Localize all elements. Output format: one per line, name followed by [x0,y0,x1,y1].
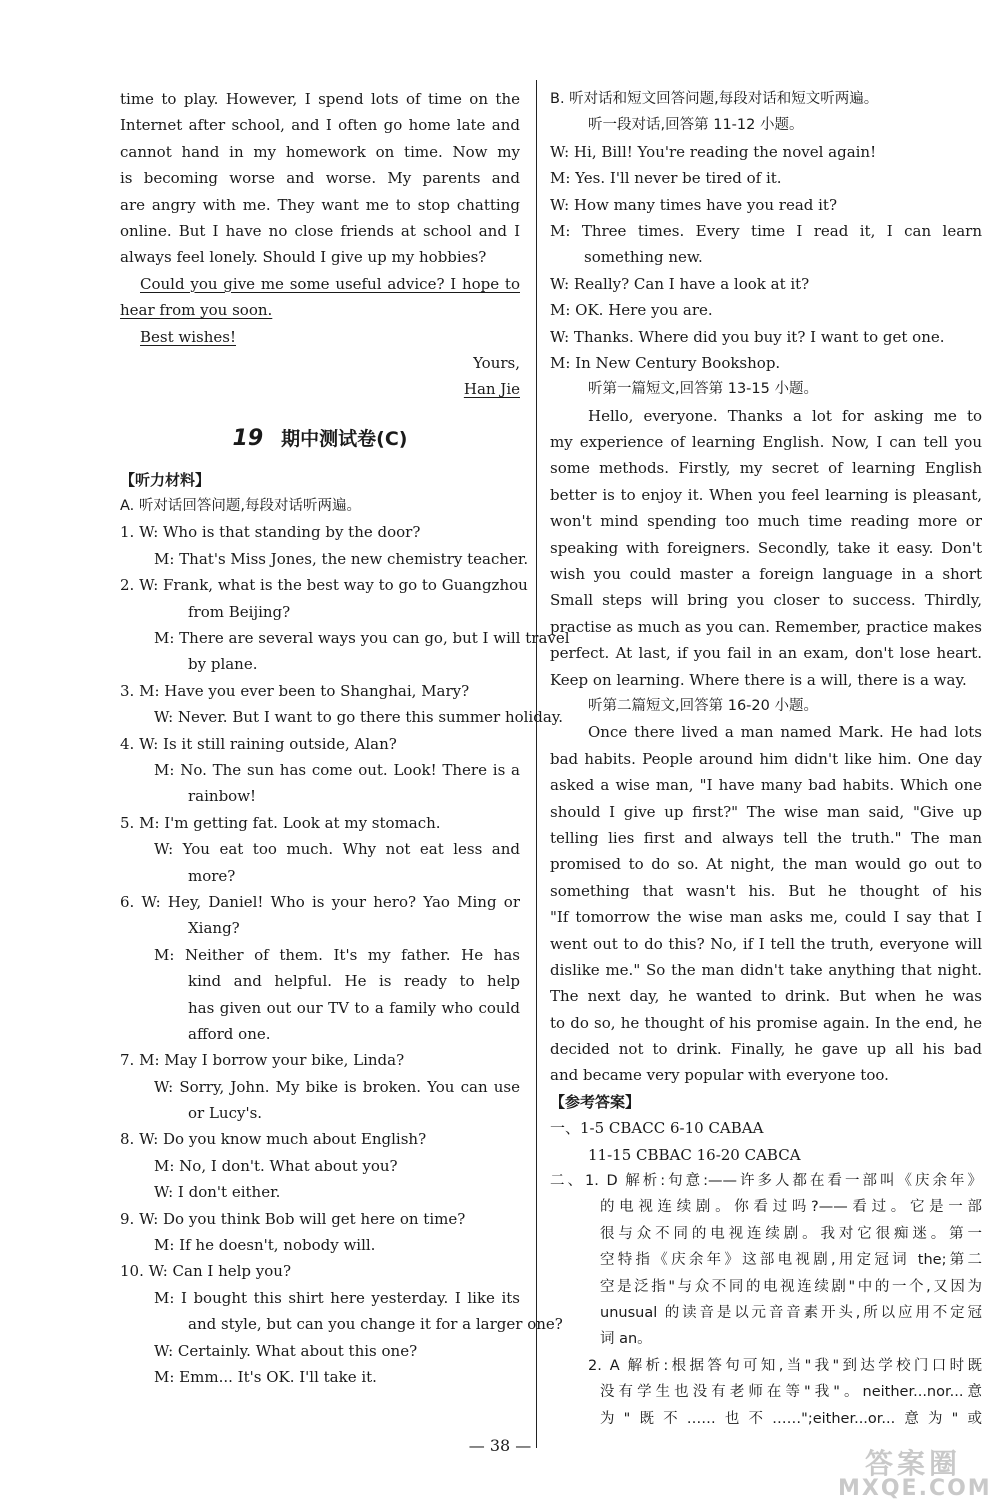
right-text-line: 听一段对话,回答第 11-12 小题。 [588,117,804,134]
dialogue-line: rainbow! [188,787,257,806]
dialogue-line: M: If he doesn't, nobody will. [154,1236,376,1255]
listening-dialogues [120,519,570,1390]
dialogue-line: afford one. [188,1024,271,1043]
right-text-line: promised to do so. At night, the man would go out to [550,855,982,874]
dialogue-line: W: Certainly. What about this one? [154,1341,418,1360]
letter-line: cannot hand in my homework on time. Now my [120,142,520,161]
page-number: — 38 — [468,1436,532,1455]
left-column [120,86,570,1390]
unit-title: 期中测试卷(C) [281,427,408,450]
right-text-line: unusual 的读音是以元音音素开头,所以应用不定冠 [600,1304,982,1321]
dialogue-line: W: Never. But I want to go there this summer holiday. [154,708,564,727]
letter-line: is becoming worse and worse. My parents and [120,169,520,188]
right-text-line: to do so, he thought of his promise again. In the end, he [550,1013,982,1032]
advice-line-1: Could you give me some useful advice? I hope to [140,274,520,293]
right-text-line: something new. [584,248,703,267]
right-text-line: my experience of learning English. Now, I can tell you [550,433,982,452]
page-title [120,411,520,467]
dialogue-line: has given out our TV to a family who could [188,998,520,1017]
letter-sign-name: Han Jie [463,380,520,399]
dialogue-line: M: That's Miss Jones, the new chemistry teacher. [154,549,529,568]
right-text-line: M: In New Century Bookshop. [550,353,781,372]
right-text-line: 的电视连续剧。你看过吗?——看过。它是一部 [600,1199,982,1216]
dialogue-line: and style, but can you change it for a larger one? [188,1315,563,1334]
letter-closing: Best wishes! [140,327,236,346]
dialogue-line: M: There are several ways you can go, but I will travel [154,629,570,648]
dialogue-line: W: You eat too much. Why not eat less and [154,840,520,859]
right-text-line: 词 an。 [600,1331,652,1348]
dialogue-line: kind and helpful. He is ready to help [188,972,520,991]
right-text-line: dislike me." So the man didn't take anything that night. [550,960,982,979]
part-a-instruction: A. 听对话回答问题,每段对话听两遍。 [120,498,361,515]
right-text-line: W: Really? Can I have a look at it? [550,274,810,293]
right-text-line: practise as much as you can. Remember, practice makes [550,617,982,636]
letter-line: time to play. However, I spend lots of time on the [120,90,520,108]
dialogue-line: M: No, I don't. What about you? [154,1156,398,1175]
dialogue-line: or Lucy's. [188,1104,263,1123]
right-text-line: The next day, he wanted to drink. But when he was [550,987,982,1006]
dialogue-line: 2. W: Frank, what is the best way to go to Guangzhou [120,576,528,595]
watermark-logo: 答案圈 MXQE.COM [838,1447,992,1501]
right-text-line: 没有学生也没有老师在等"我"。neither...nor...意 [600,1384,982,1401]
letter-line: are angry with me. They want me to stop chatting [120,195,520,214]
dialogue-line: 7. M: May I borrow your bike, Linda? [120,1051,405,1070]
section-label-listening: 【听力材料】 [120,470,211,489]
right-column [550,86,982,1432]
right-text-line: Once there lived a man named Mark. He had lots [588,723,982,742]
dialogue-line: 9. W: Do you think Bob will get here on time? [120,1209,466,1228]
dialogue-line: M: Emm... It's OK. I'll take it. [154,1367,377,1386]
right-text-line: 听第一篇短文,回答第 13-15 小题。 [588,381,818,398]
right-text-line: 空特指《庆余年》这部电视剧,用定冠词 the;第二 [600,1252,982,1269]
right-text-line: decided not to drink. Finally, he gave up all his bad [550,1040,982,1059]
dialogue-line: 10. W: Can I help you? [120,1262,292,1281]
unit-number: 19 [232,425,264,451]
letter-body [120,86,520,271]
dialogue-line: 4. W: Is it still raining outside, Alan? [120,734,397,753]
right-text-line: B. 听对话和短文回答问题,每段对话和短文听两遍。 [550,91,879,107]
right-text-line: something that wasn't his. But he thought of his [550,881,982,900]
right-text-line: M: OK. Here you are. [550,301,713,320]
right-text-line: 空是泛指"与众不同的电视连续剧"中的一个,又因为 [600,1278,982,1295]
right-text-line: asked a wise man, "I have many bad habits. Which one [550,776,982,795]
right-text-line: wish you could master a foreign language in a short [550,565,982,584]
right-text-line: Hello, everyone. Thanks a lot for asking me to [588,406,982,425]
right-text-line: 很与众不同的电视连续剧。我对它很痴迷。第一 [600,1225,982,1242]
right-text-line: 11-15 CBBAC 16-20 CABCA [588,1145,801,1164]
letter-line: Internet after school, and I often go home late and [120,116,520,135]
dialogue-line: Xiang? [188,919,240,938]
dialogue-line: by plane. [188,655,258,674]
right-text-line: perfect. At last, if you fail in an exam, don't lose heart. [550,644,982,663]
right-text-line: should I give up first?" The wise man said, "Give up [550,802,982,821]
right-text-line: M: Yes. I'll never be tired of it. [550,169,782,188]
right-text-line: Keep on learning. Where there is a will, there is a way. [550,670,967,689]
right-text-line: M: Three times. Every time I read it, I can learn [550,221,982,240]
dialogue-line: M: Neither of them. It's my father. He has [154,945,520,964]
dialogue-line: M: I bought this shirt here yesterday. I like its [154,1288,520,1307]
dialogue-line: more? [188,866,236,885]
right-text-line: 一、1-5 CBACC 6-10 CABAA [550,1119,764,1138]
right-text-line: better is to enjoy it. When you feel learning is pleasant, [550,485,982,504]
dialogue-line: 8. W: Do you know much about English? [120,1130,427,1149]
right-text-line: 二、1. D 解析:句意:——许多人都在看一部叫《庆余年》 [550,1173,982,1190]
dialogue-line: 1. W: Who is that standing by the door? [120,523,421,542]
right-text-line: bad habits. People around him didn't like him. One day [550,749,982,768]
dialogue-line: from Beijing? [188,602,291,621]
dialogue-line: M: No. The sun has come out. Look! There is a [154,760,520,779]
right-text-line: W: Thanks. Where did you buy it? I want to get one. [550,327,945,346]
letter-line: always feel lonely. Should I give up my hobbies? [120,248,487,267]
dialogue-line: W: Sorry, John. My bike is broken. You can use [154,1077,520,1096]
letter-line: online. But I have no close friends at school and I [120,221,520,240]
dialogue-line: 6. W: Hey, Daniel! Who is your hero? Yao Ming or [120,892,520,911]
advice-line-2: hear from you soon. [120,301,273,320]
right-text-line: 听第二篇短文,回答第 16-20 小题。 [588,697,818,714]
letter-sign-yours: Yours, [473,353,520,372]
right-text-line: some methods. Firstly, my secret of learning English [550,459,982,478]
dialogue-line: W: I don't either. [154,1183,281,1202]
column-divider [536,80,537,1448]
right-text-line: Small steps will bring you closer to success. Thirdly, [550,591,982,610]
dialogue-line: 5. M: I'm getting fat. Look at my stomach. [120,813,441,832]
right-text-line: 【参考答案】 [550,1092,641,1111]
right-text-line: and became very popular with everyone too. [550,1066,889,1085]
right-text-line: 2. A 解析:根据答句可知,当"我"到达学校门口时既 [588,1357,982,1374]
right-text-line: W: How many times have you read it? [550,195,837,214]
right-text-line: 为"既不……也不……";either...or...意为"或 [600,1410,982,1427]
right-text-line: telling lies first and always tell the truth." The man [550,828,982,847]
right-text-line: "If tomorrow the wise man asks me, could I say that I [550,908,982,927]
right-text-line: speaking with foreigners. Secondly, take it easy. Don't [550,538,982,557]
right-text-line: won't mind spending too much time reading more or [550,512,982,531]
dialogue-line: 3. M: Have you ever been to Shanghai, Mary? [120,681,470,700]
right-text-line: went out to do this? No, if I tell the truth, everyone will [550,934,982,953]
right-text-line: W: Hi, Bill! You're reading the novel again! [550,142,877,161]
